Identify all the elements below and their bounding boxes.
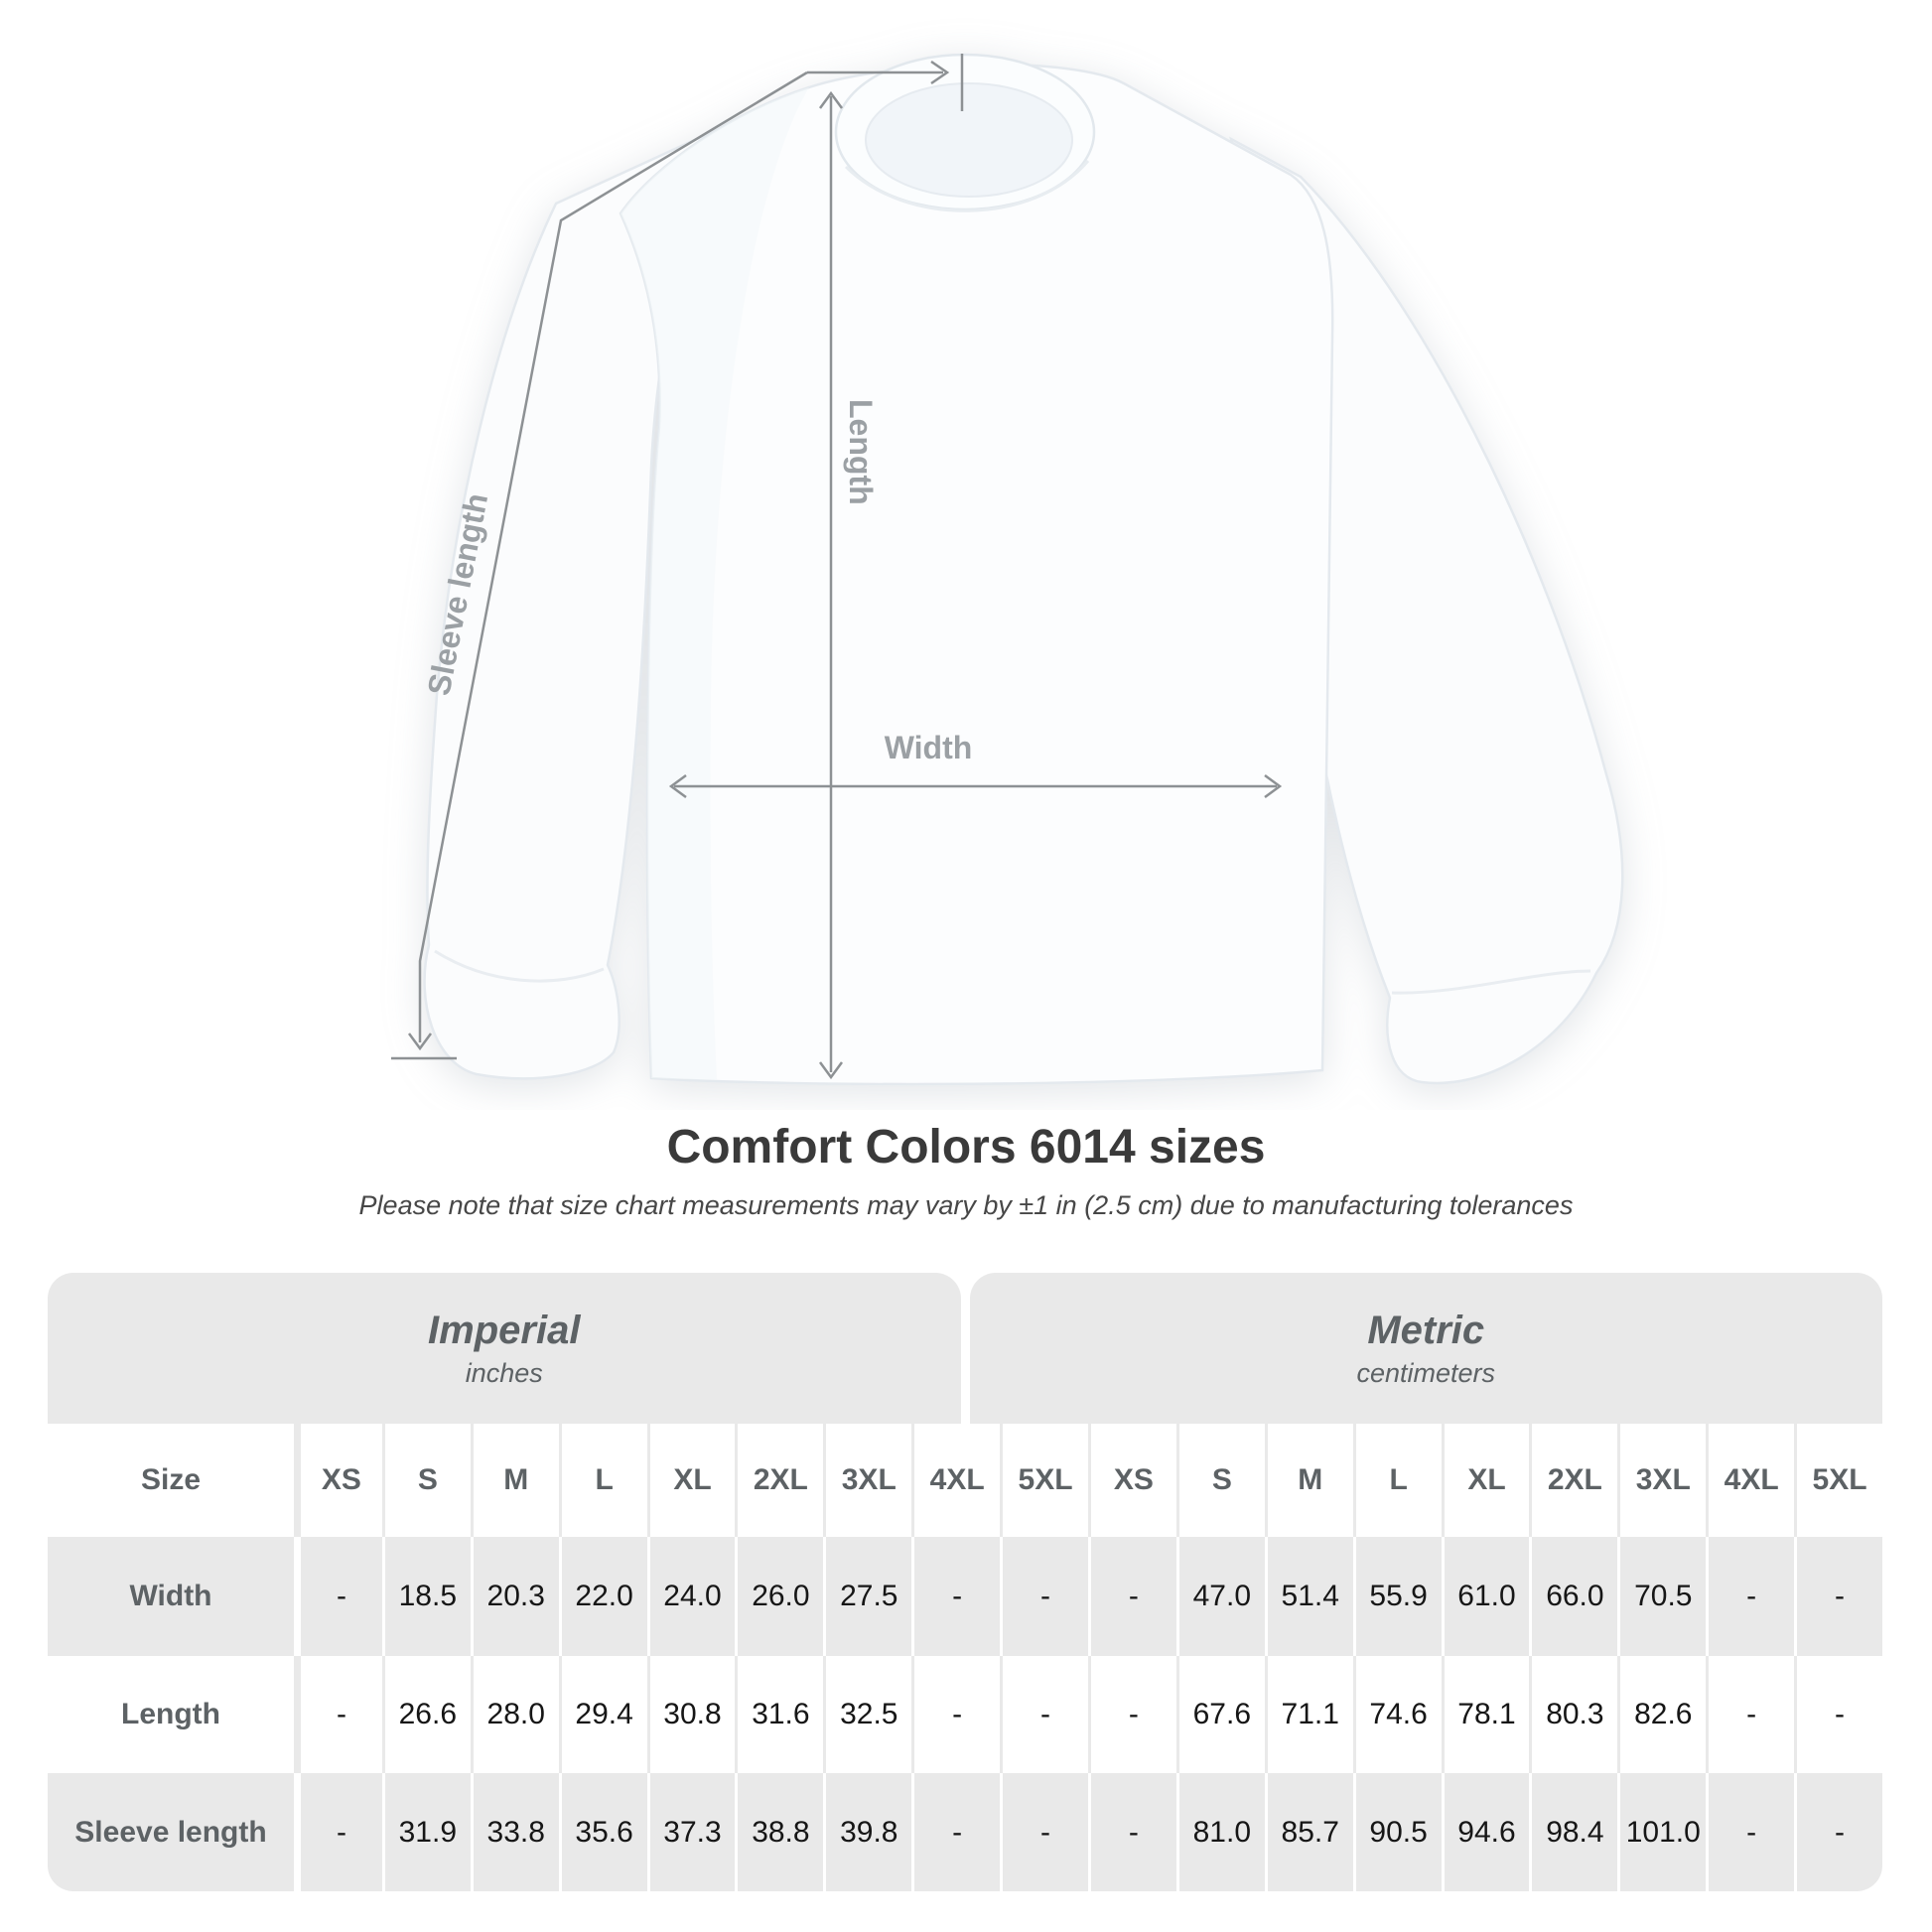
value-cell: 27.5 bbox=[823, 1537, 911, 1656]
value-cell: 32.5 bbox=[823, 1656, 911, 1773]
size-header-row bbox=[48, 1424, 1882, 1537]
value-cell: 33.8 bbox=[471, 1773, 559, 1891]
value-cell: 31.9 bbox=[382, 1773, 471, 1891]
value-cell: 18.5 bbox=[382, 1537, 471, 1656]
value-cell: - bbox=[1794, 1656, 1882, 1773]
size-col-header: 2XL bbox=[1529, 1424, 1617, 1537]
size-col-header: XL bbox=[647, 1424, 736, 1537]
size-col-header: L bbox=[1353, 1424, 1442, 1537]
value-cell: 20.3 bbox=[471, 1537, 559, 1656]
value-cell: - bbox=[1706, 1537, 1794, 1656]
value-cell: 30.8 bbox=[647, 1656, 736, 1773]
value-cell: - bbox=[294, 1656, 382, 1773]
value-cell: 98.4 bbox=[1529, 1773, 1617, 1891]
sleeve-length-row-label: Sleeve length bbox=[74, 1815, 267, 1849]
value-cell: 82.6 bbox=[1617, 1656, 1706, 1773]
value-cell: 31.6 bbox=[735, 1656, 823, 1773]
value-cell: 38.8 bbox=[735, 1773, 823, 1891]
size-col-header: XS bbox=[294, 1424, 382, 1537]
sleeve-length-row bbox=[48, 1773, 1882, 1891]
shirt-illustration bbox=[425, 55, 1623, 1084]
metric-header bbox=[970, 1273, 1883, 1424]
size-col-header: XL bbox=[1442, 1424, 1530, 1537]
value-cell: - bbox=[1000, 1773, 1088, 1891]
value-cell: - bbox=[294, 1773, 382, 1891]
size-col-header: S bbox=[1176, 1424, 1265, 1537]
length-label: Length bbox=[843, 399, 879, 505]
value-cell: - bbox=[1000, 1537, 1088, 1656]
value-cell: 35.6 bbox=[559, 1773, 647, 1891]
value-cell: - bbox=[1794, 1773, 1882, 1891]
value-cell: 70.5 bbox=[1617, 1537, 1706, 1656]
size-col-header: 2XL bbox=[735, 1424, 823, 1537]
value-cell: - bbox=[1794, 1537, 1882, 1656]
size-col-header: 4XL bbox=[911, 1424, 1000, 1537]
value-cell: - bbox=[1000, 1656, 1088, 1773]
value-cell: 85.7 bbox=[1265, 1773, 1353, 1891]
value-cell: - bbox=[911, 1656, 1000, 1773]
value-cell: 51.4 bbox=[1265, 1537, 1353, 1656]
value-cell: 29.4 bbox=[559, 1656, 647, 1773]
value-cell: 47.0 bbox=[1176, 1537, 1265, 1656]
imperial-unit: inches bbox=[465, 1357, 543, 1388]
value-cell: 26.6 bbox=[382, 1656, 471, 1773]
metric-unit: centimeters bbox=[1356, 1357, 1496, 1388]
value-cell: 61.0 bbox=[1442, 1537, 1530, 1656]
size-col-header: M bbox=[1265, 1424, 1353, 1537]
size-corner-label: Size bbox=[140, 1463, 202, 1496]
width-row-label: Width bbox=[129, 1580, 212, 1612]
width-row bbox=[48, 1537, 1882, 1656]
value-cell: - bbox=[1706, 1656, 1794, 1773]
value-cell: 81.0 bbox=[1176, 1773, 1265, 1891]
value-cell: 90.5 bbox=[1353, 1773, 1442, 1891]
collar-opening bbox=[866, 83, 1072, 197]
value-cell: 26.0 bbox=[735, 1537, 823, 1656]
size-col-header: 5XL bbox=[1000, 1424, 1088, 1537]
metric-title: Metric bbox=[1367, 1308, 1485, 1352]
value-cell: 55.9 bbox=[1353, 1537, 1442, 1656]
value-cell: - bbox=[911, 1773, 1000, 1891]
length-row-label: Length bbox=[121, 1698, 220, 1730]
value-cell: 39.8 bbox=[823, 1773, 911, 1891]
value-cell: 94.6 bbox=[1442, 1773, 1530, 1891]
size-col-header: XS bbox=[1088, 1424, 1176, 1537]
value-cell: - bbox=[1088, 1656, 1176, 1773]
value-cell: 24.0 bbox=[647, 1537, 736, 1656]
value-cell: 22.0 bbox=[559, 1537, 647, 1656]
value-cell: 37.3 bbox=[647, 1773, 736, 1891]
value-cell: - bbox=[1088, 1537, 1176, 1656]
size-col-header: 3XL bbox=[1617, 1424, 1706, 1537]
value-cell: 67.6 bbox=[1176, 1656, 1265, 1773]
size-col-header: 3XL bbox=[823, 1424, 911, 1537]
value-cell: 74.6 bbox=[1353, 1656, 1442, 1773]
page-title: Comfort Colors 6014 sizes bbox=[666, 1121, 1266, 1173]
imperial-header bbox=[48, 1273, 961, 1424]
imperial-title: Imperial bbox=[428, 1308, 581, 1352]
size-col-header: M bbox=[471, 1424, 559, 1537]
value-cell: 80.3 bbox=[1529, 1656, 1617, 1773]
value-cell: 78.1 bbox=[1442, 1656, 1530, 1773]
unit-header-band bbox=[48, 1273, 1882, 1424]
width-label: Width bbox=[884, 730, 973, 765]
size-col-header: 5XL bbox=[1794, 1424, 1882, 1537]
size-col-header: 4XL bbox=[1706, 1424, 1794, 1537]
value-cell: - bbox=[911, 1537, 1000, 1656]
value-cell: - bbox=[1088, 1773, 1176, 1891]
value-cell: - bbox=[1706, 1773, 1794, 1891]
value-cell: 66.0 bbox=[1529, 1537, 1617, 1656]
size-table bbox=[48, 1273, 1882, 1891]
value-cell: 71.1 bbox=[1265, 1656, 1353, 1773]
size-col-header: S bbox=[382, 1424, 471, 1537]
tolerance-note: Please note that size chart measurements may vary by ±1 in (2.5 cm) due to manufacturing tolerances bbox=[358, 1190, 1574, 1220]
size-col-header: L bbox=[559, 1424, 647, 1537]
sleeve-length-label: Sleeve length bbox=[420, 489, 495, 699]
value-cell: 101.0 bbox=[1617, 1773, 1706, 1891]
value-cell: 28.0 bbox=[471, 1656, 559, 1773]
length-row bbox=[48, 1656, 1882, 1773]
value-cell: - bbox=[294, 1537, 382, 1656]
